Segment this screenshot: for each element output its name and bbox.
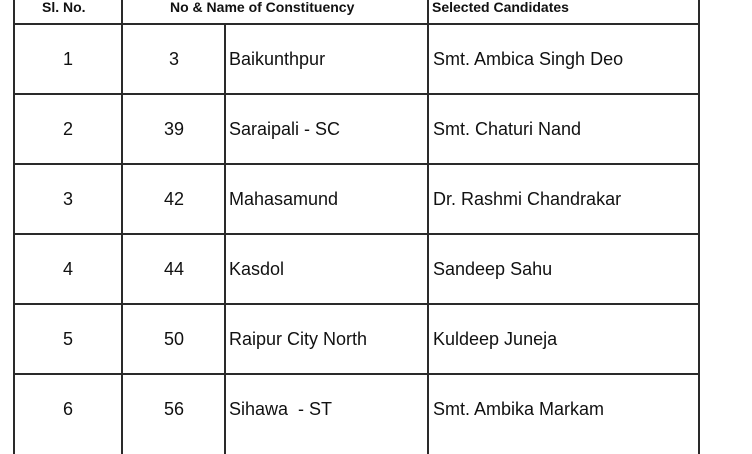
header-sl-no: Sl. No. <box>42 0 86 15</box>
constituency-number-cell: 44 <box>163 259 185 279</box>
constituency-number-cell: 56 <box>163 399 185 419</box>
table-row <box>15 25 698 95</box>
sl-no-cell: 4 <box>62 259 73 279</box>
table-row <box>15 375 698 445</box>
candidate-cell: Smt. Ambika Markam <box>433 399 605 419</box>
constituency-name-cell: Saraipali - SC <box>229 119 341 139</box>
sl-no-cell: 3 <box>62 189 73 209</box>
table-header <box>15 0 698 25</box>
sl-no-cell: 2 <box>62 119 73 139</box>
constituency-name-cell: Kasdol <box>229 259 285 279</box>
sl-no-cell: 5 <box>62 329 73 349</box>
candidate-cell: Smt. Chaturi Nand <box>433 119 582 139</box>
constituency-name-cell: Mahasamund <box>229 189 339 209</box>
constituency-number-cell: 39 <box>163 119 185 139</box>
header-selected-candidates: Selected Candidates <box>432 0 569 15</box>
table-row <box>15 165 698 235</box>
table-row <box>15 235 698 305</box>
constituency-name-cell: Sihawa - ST <box>229 399 333 419</box>
candidate-cell: Dr. Rashmi Chandrakar <box>433 189 622 209</box>
sl-no-cell: 1 <box>62 49 73 69</box>
constituency-number-cell: 42 <box>163 189 185 209</box>
candidate-cell: Kuldeep Juneja <box>433 329 558 349</box>
constituency-number-cell: 3 <box>168 49 179 69</box>
candidates-table <box>13 0 700 454</box>
sl-no-cell: 6 <box>62 399 73 419</box>
table-row <box>15 95 698 165</box>
constituency-name-cell: Raipur City North <box>229 329 368 349</box>
candidate-cell: Smt. Ambica Singh Deo <box>433 49 624 69</box>
constituency-number-cell: 50 <box>163 329 185 349</box>
constituency-name-cell: Baikunthpur <box>229 49 326 69</box>
header-constituency: No & Name of Constituency <box>170 0 355 15</box>
table-row <box>15 305 698 375</box>
candidate-cell: Sandeep Sahu <box>433 259 553 279</box>
